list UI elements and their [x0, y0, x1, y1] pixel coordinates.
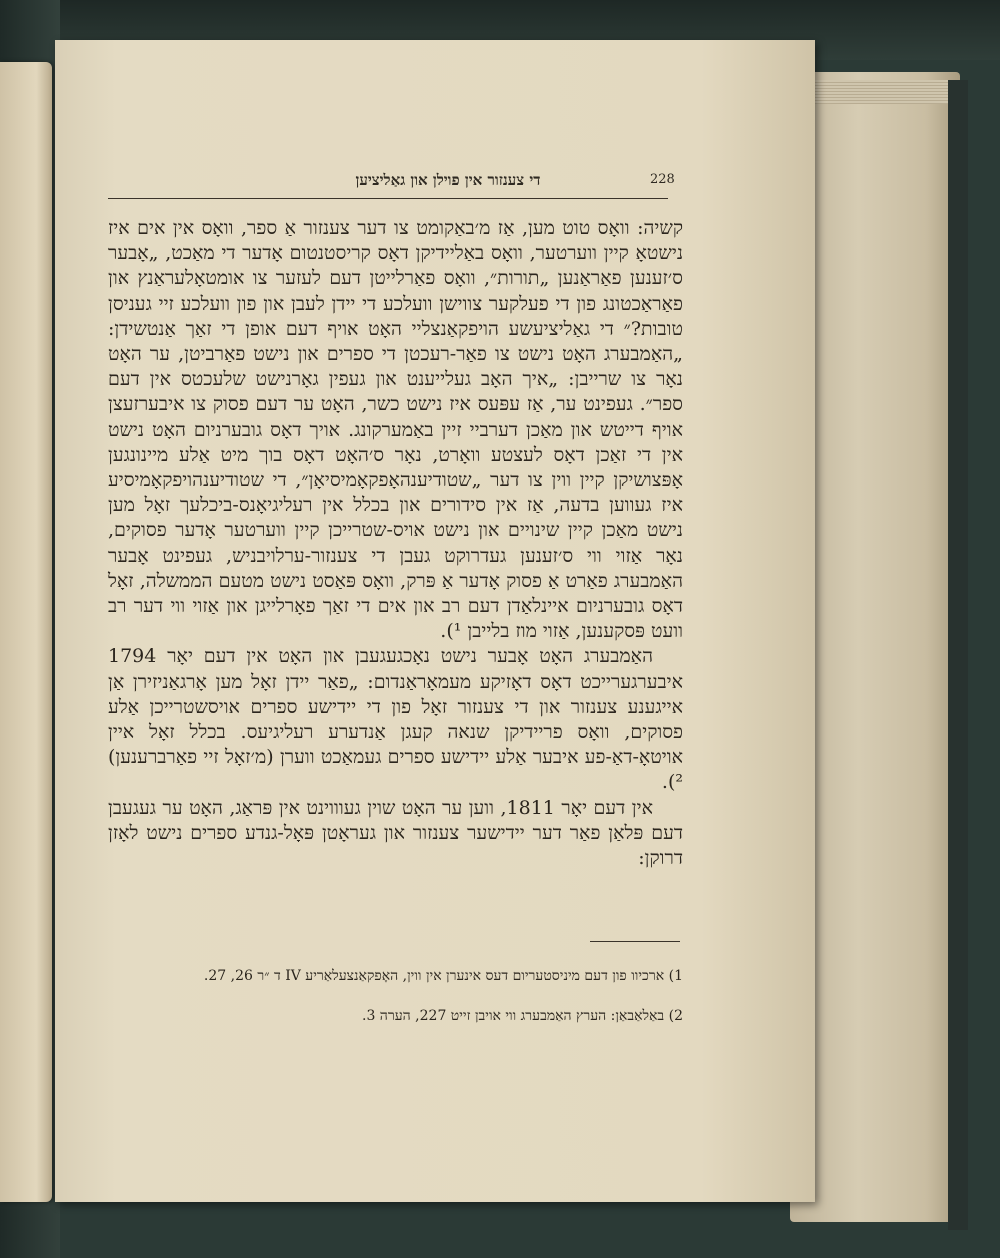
facing-page-edge: [0, 62, 52, 1202]
footnote-separator: [590, 941, 680, 942]
page-number: 228: [650, 172, 675, 187]
body-text: [108, 216, 683, 871]
book-cover-edge: [948, 80, 968, 1230]
running-head: די צענזור אין פוילן און גאַליציען: [355, 171, 541, 189]
footnote: 1) ארכיוו פון דעם מיניסטעריום דעס אינערן אין ווין, האָפקאַנצעלאַריע IV ד ״ר 26, 27.: [203, 968, 683, 984]
paragraph: אין דעם יאָר 1811, ווען ער האָט שוין געוווינט אין פּראַג, האָט ער געגעבן דעם פּלאַן פאַר דער יידישער צענזור און געראָטן פּאָל-גנדע ספרים נישט לאָזן דרוקן:: [108, 796, 683, 870]
paragraph: קשיה: וואָס טוט מען, אַז מ׳באַקומט צו דער צענזור אַ ספר, וואָס אין אים איז נישטאָ קיין ווערטער, וואָס באַליידיקן דאָס קריסטנטום אָדער די מאַכט, „אָבער ס׳זענען פאַראַנען „תורות״, וואָס פאַרלייטן דעם לעזער צו אומטאָלעראַנץ און פאַראַכטונג פון די פעלקער צווישן וועלכע די יידן לעבן און פון וועלכע זיי געניסן טובות?״ די גאַליציעשע הויפקאַנצליי האָט אויף דעם אופן די זאַך אַנטשידן: „האַמבערג האָט נישט צו פאַר-רעכטן די ספרים און נישט פאַרביטן, ער האָט נאָר צו שרייבן: „איך האָב געלייענט און געפין גאָרנישט שלעכטס אין דעם ספר״. געפינט ער, אַז עפּעס איז נישט כשר, האָט ער דעם פסוק צו איבערזעצן אויף דייטש און מאַכן דערביי זיין באַמערקונג. אויך דאָס גובערניום האָט נישט אין די זאַכן דאָס לעצטע וואָרט, נאָר ס׳האָט דאָס בוך מיט אַלע מיינונגען אָפּצושיקן קיין ווין צו דער „שטודיענהאָפקאָמיסיאָן״, די שטודיענהויפקאָמיסיע איז געווען בדעה, אַז אין סידורים און בכלל אין רעליגיאָנס-ביכלעך זאָל מען נישט מאַכן קיין שינויים און נישט אויס-שטרייכן קיין ווערטער אָדער פסוקים, נאָר אַזוי ווי ס׳זענען געדרוקט געבן די צענזור-ערלויבניש, געפינט אָבער האַמבערג פאַרט אַ פסוק אָדער אַ פּרק, וואָס פּאַסט נישט מטעם הממשלה, זאָל דאָס גובערניום איינלאַדן דעם רב און אים די זאַך פאָרלייגן און אַזוי ווי דער רב וועט פּסקענען, אַזוי מוז בלייבן ¹).: [108, 217, 683, 643]
book-page-block: [790, 72, 960, 1222]
footnote: 2) באַלאַבאַן: הערץ האַמבערג ווי אויבן זייט 227, הערה 3.: [361, 1008, 683, 1024]
page-edges-top: [800, 80, 950, 104]
page-header: [108, 168, 675, 199]
paragraph: האַמבערג האָט אָבער נישט נאָכגעגעבן און האָט אין דעם יאָר 1794 איבערגערייכט דאָס דאָזיקע מעמאָראַנדום: „פאַר יידן זאָל מען אָרגאַניזירן אַן אייגענע צענזור און די צענזור זאָל פון די יידישע ספרים אויסשטרייכן אַלע פסוקים, וואָס פריידיקן שנאה קעגן אַנדערע רעליגיעס. בכלל זאָל איין אויטאָ-דאַ-פע איבער אַלע יידישע ספרים געמאַכט ווערן (מ׳זאָל זיי פאַרברענען) ²).: [108, 645, 683, 794]
footnotes: [108, 962, 683, 1030]
